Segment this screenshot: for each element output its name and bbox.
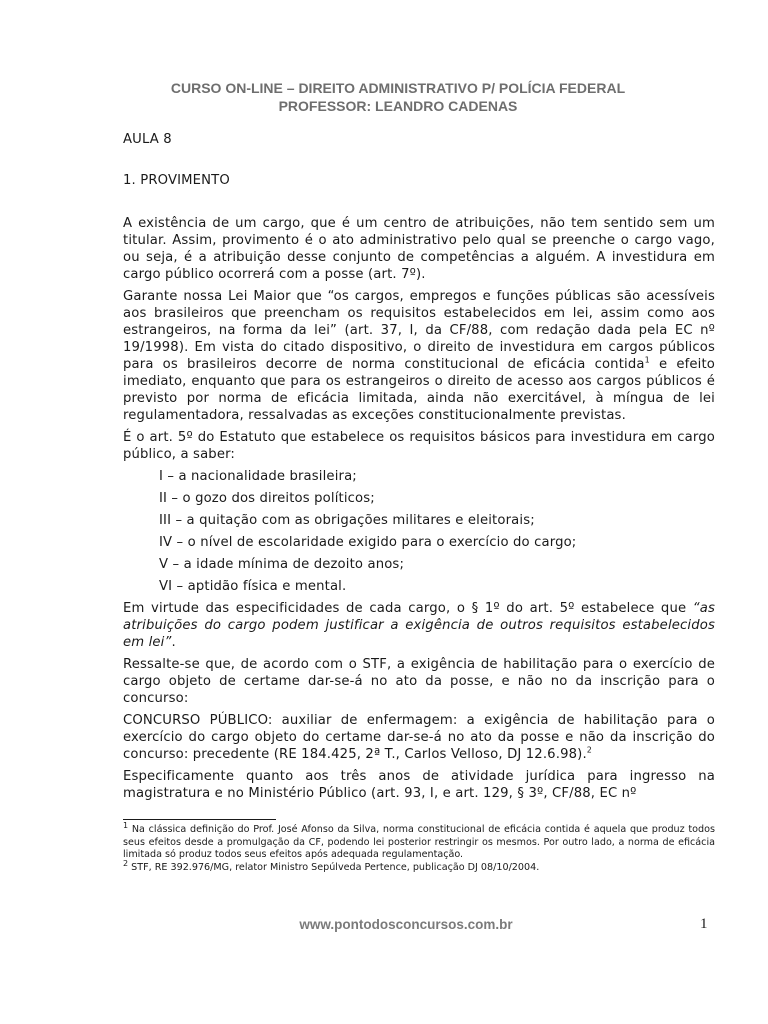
list-item: II – o gozo dos direitos políticos; <box>159 491 375 506</box>
footnote-1 <box>123 820 715 862</box>
paragraph-4-text-b: . <box>171 635 176 650</box>
paragraph-1: A existência de um cargo, que é um centro de atribuições, não tem sentido sem um titular. Assim, provimento é o ato administrativo pelo qual se preenche o cargo vago, ou seja, é a atribuição desse conjunto de competências a alguém. A investidura em cargo público ocorrerá com a posse (art. 7º). <box>123 216 715 282</box>
paragraph-4 <box>123 600 715 651</box>
paragraph-4-text-a: Em virtude das especificidades de cada cargo, o § 1º do art. 5º estabelece que <box>123 601 693 616</box>
jurisprudence-quote <box>123 712 715 763</box>
paragraph-3: É o art. 5º do Estatuto que estabelece os requisitos básicos para investidura em cargo público, a saber: <box>123 430 715 462</box>
list-item: IV – o nível de escolaridade exigido para o exercício do cargo; <box>159 535 577 550</box>
paragraph-4-quote: “as atribuições do cargo podem justificar a exigência de outros requisitos estabelecidos em lei” <box>123 601 715 650</box>
footnotes <box>123 820 715 874</box>
footnote-1-text: Na clássica definição do Prof. José Afonso da Silva, norma constitucional de eficácia contida é aquela que produz todos seus efeitos desde a promulgação da CF, podendo lei posterior restringir os mesmos. Por outro lado, a norma de eficácia limitada só produz todos seus efeitos após adequada regulamentação. <box>123 824 715 860</box>
quote-text: CONCURSO PÚBLICO: auxiliar de enfermagem: a exigência de habilitação para o exercício do cargo objeto do certame dar-se-á no ato da posse e não da inscrição do concurso: precedente (RE 184.425, 2ª T., Carlos Velloso, DJ 12.6.98). <box>123 713 715 762</box>
lesson-label: AULA 8 <box>123 132 172 147</box>
footnote-ref-1[interactable]: 1 <box>644 355 650 365</box>
footer-website[interactable] <box>0 917 768 932</box>
footnote-1-mark: 1 <box>123 820 129 830</box>
footnote-ref-2[interactable]: 2 <box>586 745 593 755</box>
page-header <box>0 79 768 115</box>
paragraph-2 <box>123 288 715 424</box>
requirements-list <box>123 468 715 595</box>
page-number: 1 <box>700 916 708 932</box>
footnote-divider <box>123 819 276 820</box>
list-item: I – a nacionalidade brasileira; <box>159 469 357 484</box>
document-body <box>123 215 715 807</box>
paragraph-2-text-b: e efeito imediato, enquanto que para os estrangeiros o direito de acesso aos cargos públicos é previsto por norma de eficácia limitada, ainda não exercitável, à míngua de lei regulamentadora, ressalvadas as exceções constitucionalmente previstas. <box>123 357 716 423</box>
list-item: III – a quitação com as obrigações militares e eleitorais; <box>159 513 535 528</box>
professor-name: PROFESSOR: LEANDRO CADENAS <box>278 98 518 114</box>
list-item: VI – aptidão física e mental. <box>159 579 347 594</box>
section-title: 1. PROVIMENTO <box>123 173 230 188</box>
list-item: V – a idade mínima de dezoito anos; <box>159 557 405 572</box>
paragraph-5: Ressalte-se que, de acordo com o STF, a exigência de habilitação para o exercício de cargo objeto de certame dar-se-á no ato da posse, e não no da inscrição para o concurso: <box>123 657 715 706</box>
course-title: CURSO ON-LINE – DIREITO ADMINISTRATIVO P/ POLÍCIA FEDERAL <box>170 80 626 96</box>
footer-website-link[interactable]: www.pontodosconcursos.com.br <box>299 917 513 932</box>
paragraph-2-text-a: Garante nossa Lei Maior que “os cargos, empregos e funções públicas são acessíveis aos brasileiros que preencham os requisitos estabelecidos em lei, assim como aos estrangeiros, na forma da lei” (art. 37, I, da CF/88, com redação dada pela EC nº 19/1998). Em vista do citado dispositivo, o direito de investidura em cargos públicos para os brasileiros decorre de norma constitucional de eficácia contida <box>123 289 715 372</box>
footnote-2-mark: 2 <box>123 858 129 868</box>
footnote-2-text: STF, RE 392.976/MG, relator Ministro Sepúlveda Pertence, publicação DJ 08/10/2004. <box>128 861 540 873</box>
footnote-2 <box>123 858 715 875</box>
paragraph-6: Especificamente quanto aos três anos de atividade jurídica para ingresso na magistratura e no Ministério Público (art. 93, I, e art. 129, § 3º, CF/88, EC nº <box>123 769 715 801</box>
